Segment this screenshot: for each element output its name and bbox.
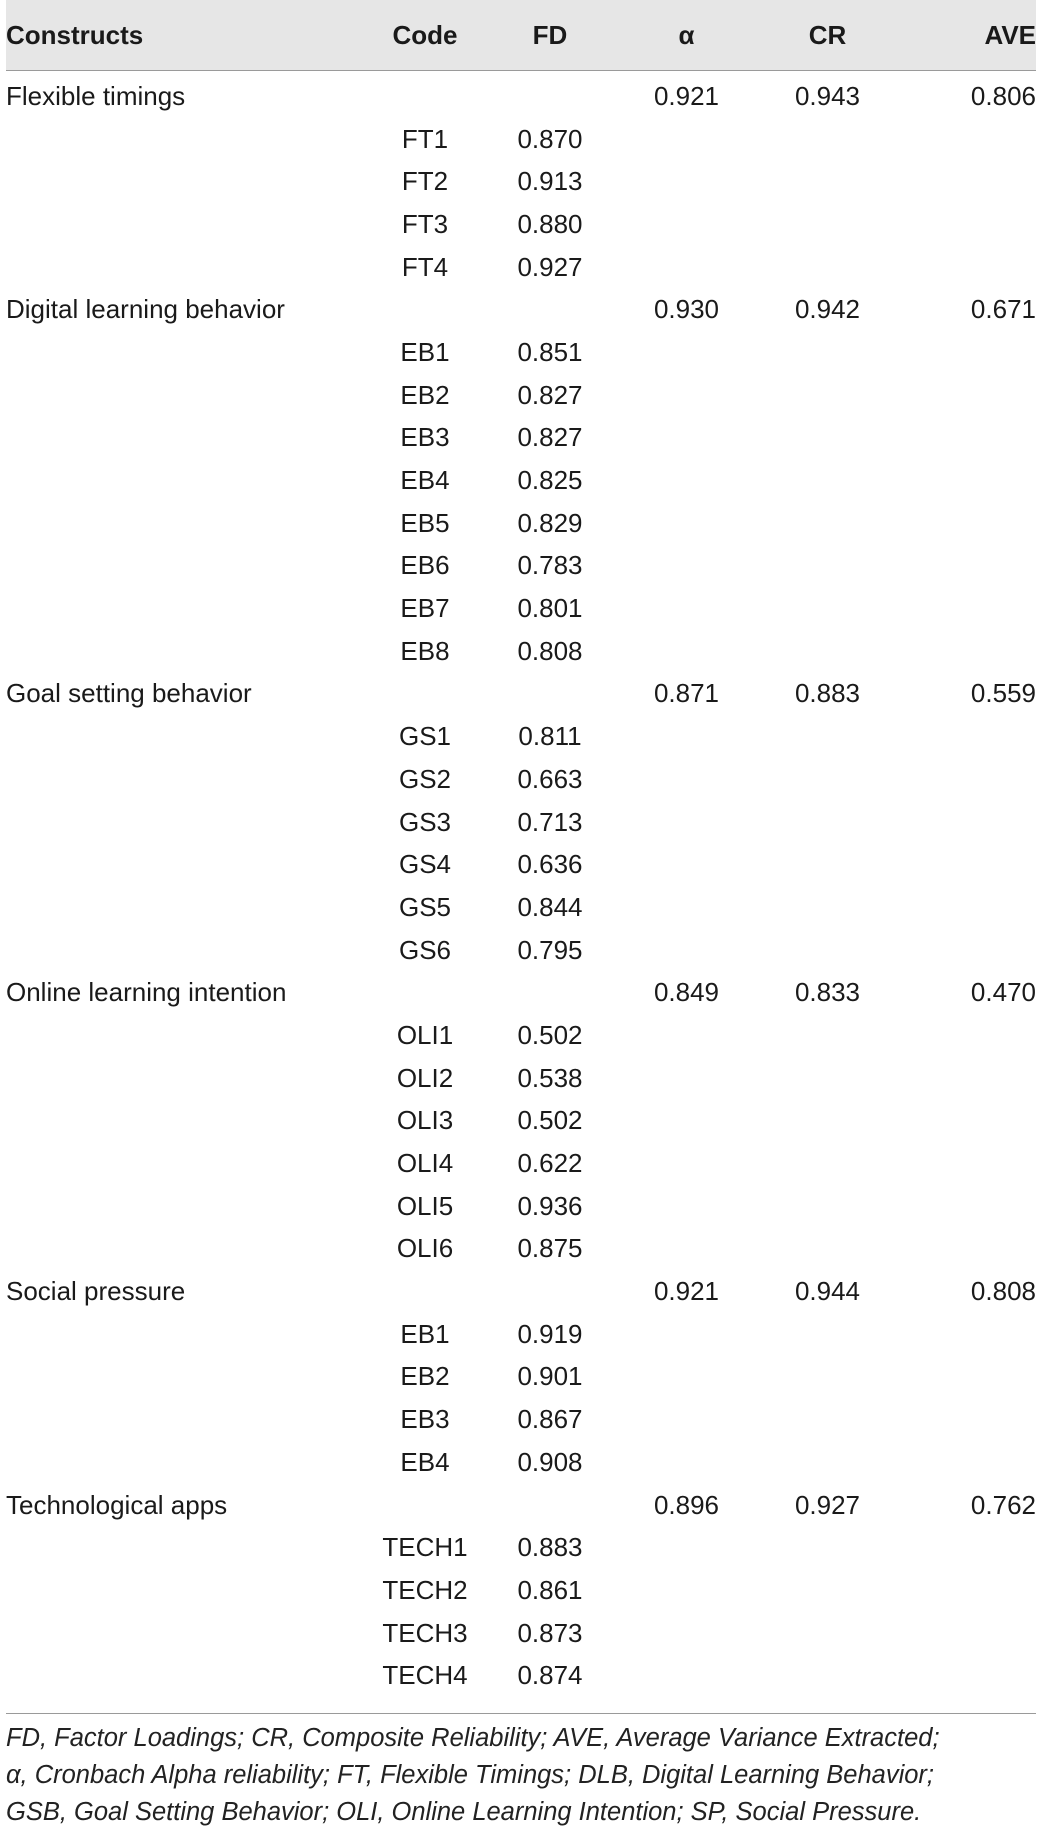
construct-row <box>6 71 1036 118</box>
table-row <box>6 929 1036 972</box>
header-alpha: α <box>678 19 695 50</box>
cell-construct <box>6 118 366 161</box>
cell-construct <box>6 246 366 289</box>
cell-cr <box>757 1654 898 1697</box>
cell-ave <box>898 1313 1036 1356</box>
cell-code: TECH1 <box>382 1532 468 1563</box>
cell-fd: 0.713 <box>517 806 583 837</box>
construct-row <box>6 673 1036 716</box>
cell-ave: 0.806 <box>970 80 1036 111</box>
table-row <box>6 459 1036 502</box>
cell-construct <box>6 587 366 630</box>
cell-alpha <box>616 587 757 630</box>
cell-code: EB1 <box>400 1318 450 1349</box>
table-footnote <box>6 1714 1036 1831</box>
cell-code: FT2 <box>401 166 449 197</box>
cell-code <box>366 971 484 1014</box>
table-row <box>6 758 1036 801</box>
cell-fd: 0.502 <box>517 1019 583 1050</box>
cell-alpha <box>616 545 757 588</box>
cell-code: GS3 <box>398 806 452 837</box>
cell-construct <box>6 459 366 502</box>
cell-code: EB5 <box>400 507 450 538</box>
cell-cr <box>757 417 898 460</box>
cell-alpha <box>616 203 757 246</box>
cell-ave: 0.671 <box>970 294 1036 325</box>
cell-code: FT3 <box>401 208 449 239</box>
cell-cr <box>757 1612 898 1655</box>
cell-fd: 0.808 <box>517 635 583 666</box>
cell-code: EB4 <box>400 1446 450 1477</box>
cell-code: TECH2 <box>382 1574 468 1605</box>
cell-alpha <box>616 843 757 886</box>
cell-cr: 0.927 <box>794 1489 861 1520</box>
cell-fd: 0.663 <box>517 763 583 794</box>
cell-ave <box>898 331 1036 374</box>
cell-alpha <box>616 160 757 203</box>
table-row <box>6 1014 1036 1057</box>
table-row <box>6 1654 1036 1697</box>
cell-alpha <box>616 374 757 417</box>
cell-fd: 0.883 <box>517 1532 583 1563</box>
cell-fd: 0.870 <box>517 123 583 154</box>
cell-ave: 0.762 <box>970 1489 1036 1520</box>
cell-construct: Social pressure <box>6 1276 186 1307</box>
cell-construct: Flexible timings <box>6 80 186 111</box>
cell-cr <box>757 843 898 886</box>
cell-code: OLI6 <box>396 1233 454 1264</box>
cell-ave <box>898 1014 1036 1057</box>
construct-row <box>6 288 1036 331</box>
table-row <box>6 246 1036 289</box>
cell-fd: 0.880 <box>517 208 583 239</box>
cell-ave: 0.559 <box>970 678 1036 709</box>
cell-alpha: 0.896 <box>653 1489 720 1520</box>
cell-fd: 0.867 <box>517 1404 583 1435</box>
table-row <box>6 1569 1036 1612</box>
cell-cr <box>757 1526 898 1569</box>
table-row <box>6 886 1036 929</box>
table-row <box>6 203 1036 246</box>
table-row <box>6 1313 1036 1356</box>
cell-cr: 0.943 <box>794 80 861 111</box>
cell-fd: 0.913 <box>517 166 583 197</box>
cell-alpha <box>616 1569 757 1612</box>
cell-ave <box>898 1228 1036 1271</box>
table-row <box>6 630 1036 673</box>
cell-cr <box>757 374 898 417</box>
cell-construct <box>6 1612 366 1655</box>
constructs-table <box>6 0 1036 1697</box>
cell-ave <box>898 118 1036 161</box>
cell-code <box>366 673 484 716</box>
cell-ave <box>898 203 1036 246</box>
cell-fd: 0.901 <box>517 1361 583 1392</box>
cell-ave <box>898 459 1036 502</box>
cell-code: FT1 <box>401 123 449 154</box>
cell-code: GS5 <box>398 891 452 922</box>
cell-ave <box>898 801 1036 844</box>
cell-alpha: 0.921 <box>653 80 720 111</box>
cell-fd: 0.827 <box>517 379 583 410</box>
cell-cr <box>757 246 898 289</box>
cell-alpha <box>616 1612 757 1655</box>
cell-construct <box>6 203 366 246</box>
cell-ave <box>898 1356 1036 1399</box>
cell-code: EB2 <box>400 1361 450 1392</box>
cell-construct <box>6 1441 366 1484</box>
cell-cr <box>757 118 898 161</box>
cell-ave <box>898 1057 1036 1100</box>
cell-ave: 0.470 <box>970 977 1036 1008</box>
table-row <box>6 502 1036 545</box>
cell-cr <box>757 459 898 502</box>
table-row <box>6 1612 1036 1655</box>
header-row <box>6 0 1036 71</box>
table-row <box>6 1441 1036 1484</box>
cell-fd: 0.927 <box>517 251 583 282</box>
cell-construct <box>6 1185 366 1228</box>
cell-ave <box>898 502 1036 545</box>
cell-cr <box>757 502 898 545</box>
cell-cr <box>757 1014 898 1057</box>
cell-code: EB7 <box>400 593 450 624</box>
cell-alpha <box>616 1526 757 1569</box>
cell-alpha <box>616 1057 757 1100</box>
table-row <box>6 843 1036 886</box>
cell-fd: 0.875 <box>517 1233 583 1264</box>
cell-construct <box>6 374 366 417</box>
header-code: Code <box>392 19 458 50</box>
cell-code: GS4 <box>398 849 452 880</box>
cell-cr <box>757 1142 898 1185</box>
cell-cr <box>757 160 898 203</box>
cell-alpha <box>616 1014 757 1057</box>
cell-code: EB2 <box>400 379 450 410</box>
cell-cr <box>757 630 898 673</box>
cell-construct <box>6 1100 366 1143</box>
cell-fd: 0.502 <box>517 1105 583 1136</box>
table-row <box>6 587 1036 630</box>
cell-alpha <box>616 1356 757 1399</box>
cell-cr <box>757 587 898 630</box>
cell-ave <box>898 1526 1036 1569</box>
cell-ave <box>898 715 1036 758</box>
cell-code <box>366 1270 484 1313</box>
cell-fd: 0.851 <box>517 336 583 367</box>
header-fd: FD <box>532 19 568 50</box>
cell-alpha <box>616 758 757 801</box>
cell-alpha <box>616 886 757 929</box>
cell-fd: 0.861 <box>517 1574 583 1605</box>
cell-fd: 0.919 <box>517 1318 583 1349</box>
cell-ave <box>898 1100 1036 1143</box>
cell-construct <box>6 1398 366 1441</box>
cell-ave <box>898 1441 1036 1484</box>
cell-alpha <box>616 118 757 161</box>
table-body <box>6 71 1036 1698</box>
cell-cr <box>757 1100 898 1143</box>
cell-alpha: 0.921 <box>653 1276 720 1307</box>
cell-alpha: 0.849 <box>653 977 720 1008</box>
cell-alpha <box>616 1185 757 1228</box>
cell-alpha <box>616 331 757 374</box>
cell-construct <box>6 886 366 929</box>
cell-code <box>366 71 484 118</box>
cell-fd: 0.783 <box>517 550 583 581</box>
footnote-line: FD, Factor Loadings; CR, Composite Reliability; AVE, Average Variance Extracted; <box>6 1724 940 1753</box>
cell-code <box>366 1484 484 1527</box>
cell-cr <box>757 758 898 801</box>
cell-fd <box>484 71 616 118</box>
table-row <box>6 1356 1036 1399</box>
cell-ave <box>898 1398 1036 1441</box>
cell-construct: Online learning intention <box>6 977 287 1008</box>
cell-cr <box>757 1228 898 1271</box>
cell-fd: 0.622 <box>517 1148 583 1179</box>
cell-fd: 0.811 <box>518 721 582 752</box>
table-header <box>6 0 1036 71</box>
cell-construct <box>6 160 366 203</box>
footnote-line: α, Cronbach Alpha reliability; FT, Flexible Timings; DLB, Digital Learning Behavior; <box>6 1761 935 1790</box>
cell-construct <box>6 502 366 545</box>
footnote-line: GSB, Goal Setting Behavior; OLI, Online Learning Intention; SP, Social Pressure. <box>6 1798 922 1827</box>
cell-construct <box>6 929 366 972</box>
cell-fd: 0.825 <box>517 465 583 496</box>
cell-cr <box>757 929 898 972</box>
cell-cr <box>757 801 898 844</box>
cell-construct <box>6 1142 366 1185</box>
cell-cr <box>757 1569 898 1612</box>
cell-cr <box>757 545 898 588</box>
cell-fd: 0.908 <box>517 1446 583 1477</box>
cell-construct <box>6 1356 366 1399</box>
cell-fd: 0.801 <box>517 593 583 624</box>
table-row <box>6 1142 1036 1185</box>
cell-construct <box>6 1014 366 1057</box>
cell-fd: 0.873 <box>517 1617 583 1648</box>
cell-cr <box>757 203 898 246</box>
cell-fd: 0.844 <box>517 891 583 922</box>
table-row <box>6 331 1036 374</box>
table-row <box>6 374 1036 417</box>
table-row <box>6 801 1036 844</box>
table-row <box>6 1100 1036 1143</box>
cell-cr <box>757 1441 898 1484</box>
cell-cr <box>757 1356 898 1399</box>
cell-code: TECH3 <box>382 1617 468 1648</box>
cell-ave <box>898 374 1036 417</box>
cell-code: EB3 <box>400 1404 450 1435</box>
construct-row <box>6 1270 1036 1313</box>
cell-construct <box>6 843 366 886</box>
cell-alpha <box>616 630 757 673</box>
cell-fd: 0.829 <box>517 507 583 538</box>
header-constructs: Constructs <box>6 19 144 50</box>
cell-construct <box>6 1057 366 1100</box>
cell-fd <box>484 1270 616 1313</box>
cell-fd: 0.936 <box>517 1190 583 1221</box>
cell-ave <box>898 545 1036 588</box>
table-row <box>6 1526 1036 1569</box>
cell-alpha <box>616 417 757 460</box>
cell-cr <box>757 1398 898 1441</box>
cell-cr: 0.942 <box>794 294 861 325</box>
cell-alpha <box>616 1441 757 1484</box>
cell-ave <box>898 929 1036 972</box>
cell-fd <box>484 288 616 331</box>
cell-construct: Digital learning behavior <box>6 294 285 325</box>
cell-ave <box>898 1654 1036 1697</box>
cell-code: OLI2 <box>396 1062 454 1093</box>
cell-alpha <box>616 929 757 972</box>
cell-construct: Goal setting behavior <box>6 678 252 709</box>
cell-code: GS6 <box>398 934 452 965</box>
cell-cr <box>757 886 898 929</box>
table-row <box>6 1228 1036 1271</box>
cell-construct <box>6 331 366 374</box>
cell-ave <box>898 886 1036 929</box>
cell-ave <box>898 758 1036 801</box>
header-cr: CR <box>808 19 847 50</box>
cell-construct <box>6 545 366 588</box>
cell-ave <box>898 630 1036 673</box>
cell-ave: 0.808 <box>970 1276 1036 1307</box>
cell-fd: 0.538 <box>517 1062 583 1093</box>
table-row <box>6 1057 1036 1100</box>
cell-code: GS1 <box>398 721 452 752</box>
cell-construct <box>6 1569 366 1612</box>
cell-construct <box>6 801 366 844</box>
cell-code: TECH4 <box>382 1660 468 1691</box>
cell-alpha <box>616 1654 757 1697</box>
cell-code: OLI5 <box>396 1190 454 1221</box>
cell-construct <box>6 1654 366 1697</box>
cell-construct <box>6 715 366 758</box>
cell-alpha <box>616 1100 757 1143</box>
cell-fd: 0.874 <box>517 1660 583 1691</box>
cell-code <box>366 288 484 331</box>
cell-fd: 0.636 <box>517 849 583 880</box>
construct-row <box>6 971 1036 1014</box>
cell-alpha <box>616 1228 757 1271</box>
cell-fd <box>484 673 616 716</box>
cell-ave <box>898 1142 1036 1185</box>
cell-code: FT4 <box>401 251 449 282</box>
cell-ave <box>898 417 1036 460</box>
cell-cr <box>757 1057 898 1100</box>
cell-construct <box>6 1526 366 1569</box>
construct-row <box>6 1484 1036 1527</box>
cell-ave <box>898 160 1036 203</box>
cell-construct <box>6 630 366 673</box>
cell-alpha: 0.930 <box>653 294 720 325</box>
cell-code: EB3 <box>400 422 450 453</box>
cell-cr: 0.944 <box>794 1276 861 1307</box>
cell-alpha: 0.871 <box>653 678 720 709</box>
cell-construct <box>6 1228 366 1271</box>
cell-cr: 0.833 <box>794 977 861 1008</box>
cell-alpha <box>616 502 757 545</box>
cell-construct <box>6 758 366 801</box>
table-container <box>6 0 1036 1831</box>
table-row <box>6 1185 1036 1228</box>
cell-code: EB1 <box>400 336 450 367</box>
table-row <box>6 1398 1036 1441</box>
cell-ave <box>898 1569 1036 1612</box>
table-row <box>6 545 1036 588</box>
cell-code: OLI1 <box>396 1019 454 1050</box>
header-ave: AVE <box>984 19 1036 50</box>
cell-ave <box>898 1612 1036 1655</box>
cell-cr <box>757 715 898 758</box>
cell-code: EB4 <box>400 465 450 496</box>
cell-fd <box>484 1484 616 1527</box>
cell-construct <box>6 1313 366 1356</box>
cell-code: OLI4 <box>396 1148 454 1179</box>
table-row <box>6 118 1036 161</box>
cell-code: EB8 <box>400 635 450 666</box>
cell-cr <box>757 1313 898 1356</box>
cell-fd: 0.795 <box>517 934 583 965</box>
cell-ave <box>898 246 1036 289</box>
table-row <box>6 417 1036 460</box>
cell-fd: 0.827 <box>517 422 583 453</box>
cell-alpha <box>616 246 757 289</box>
cell-alpha <box>616 1313 757 1356</box>
cell-ave <box>898 843 1036 886</box>
cell-construct <box>6 417 366 460</box>
cell-cr <box>757 331 898 374</box>
cell-cr <box>757 1185 898 1228</box>
table-row <box>6 715 1036 758</box>
cell-alpha <box>616 715 757 758</box>
cell-code: EB6 <box>400 550 450 581</box>
cell-code: GS2 <box>398 763 452 794</box>
cell-code: OLI3 <box>396 1105 454 1136</box>
cell-alpha <box>616 1398 757 1441</box>
cell-cr: 0.883 <box>794 678 861 709</box>
cell-construct: Technological apps <box>6 1489 228 1520</box>
cell-alpha <box>616 1142 757 1185</box>
cell-fd <box>484 971 616 1014</box>
cell-ave <box>898 587 1036 630</box>
cell-ave <box>898 1185 1036 1228</box>
table-row <box>6 160 1036 203</box>
cell-alpha <box>616 801 757 844</box>
cell-alpha <box>616 459 757 502</box>
